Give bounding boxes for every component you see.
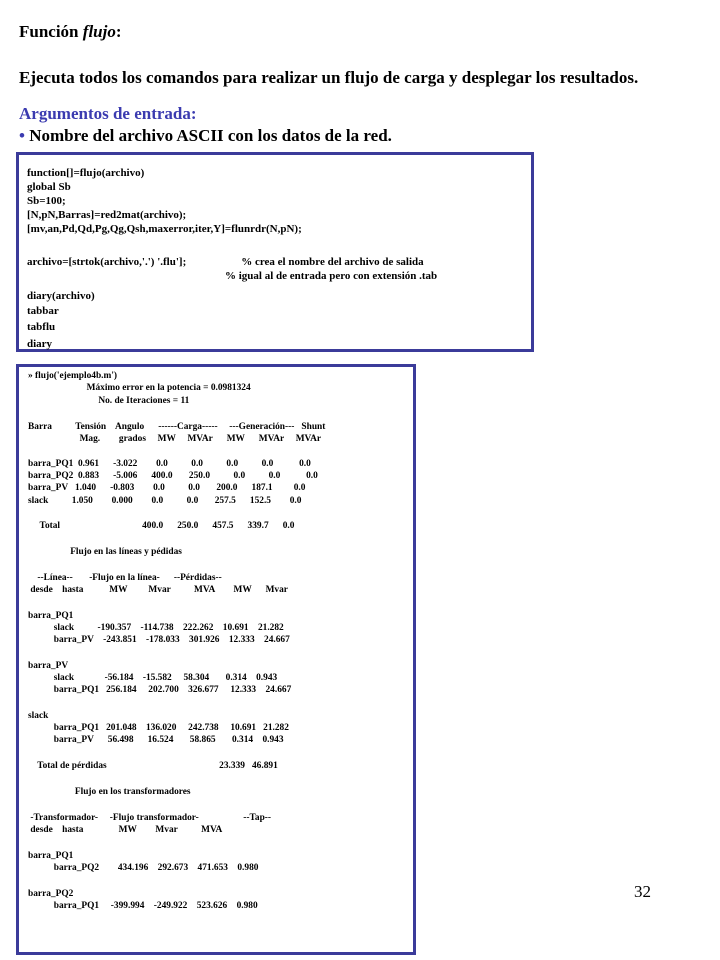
output-line: --Línea-- -Flujo en la línea- --Pérdidas-- bbox=[28, 573, 222, 583]
page-heading bbox=[19, 22, 122, 42]
input-arguments-title: Argumentos de entrada: bbox=[19, 104, 197, 123]
heading-label: Función bbox=[19, 22, 79, 41]
code-line: tabflu bbox=[27, 321, 56, 333]
bullet-text: Nombre del archivo ASCII con los datos de la red. bbox=[29, 126, 392, 145]
code-line: global Sb bbox=[27, 181, 71, 193]
output-line: barra_PV -243.851 -178.033 301.926 12.333 24.667 bbox=[28, 635, 290, 645]
output-line: slack -56.184 -15.582 58.304 0.314 0.943 bbox=[28, 673, 278, 683]
output-line: barra_PV 1.040 -0.803 0.0 0.0 200.0 187.1 0.0 bbox=[28, 483, 306, 493]
code-line: function[]=flujo(archivo) bbox=[27, 167, 145, 179]
output-line: barra_PQ1 256.184 202.700 326.677 12.333 24.667 bbox=[28, 685, 292, 695]
output-line: Mag. grados MW MVAr MW MVAr MVAr bbox=[28, 434, 322, 444]
output-line: barra_PQ1 bbox=[28, 851, 74, 861]
output-line: barra_PQ1 201.048 136.020 242.738 10.691 21.282 bbox=[28, 723, 289, 733]
code-line: diary(archivo) bbox=[27, 290, 95, 302]
output-line: barra_PV bbox=[28, 661, 69, 671]
code-line: Sb=100; bbox=[27, 195, 66, 207]
output-line: -Transformador- -Flujo transformador- --Tap-- bbox=[28, 813, 272, 823]
output-line: desde hasta MW Mvar MVA bbox=[28, 825, 223, 835]
output-line: slack -190.357 -114.738 222.262 10.691 21.282 bbox=[28, 623, 284, 633]
code-line: diary bbox=[27, 338, 53, 350]
code-line: archivo=[strtok(archivo,'.') '.flu']; % crea el nombre del archivo de salida bbox=[27, 256, 424, 268]
output-line: Flujo en las líneas y pédidas bbox=[28, 547, 182, 557]
output-line: barra_PQ2 bbox=[28, 889, 74, 899]
output-line: desde hasta MW Mvar MVA MW Mvar bbox=[28, 585, 288, 595]
code-line: tabbar bbox=[27, 305, 59, 317]
output-line: slack 1.050 0.000 0.0 0.0 257.5 152.5 0.0 bbox=[28, 496, 302, 506]
output-line: slack bbox=[28, 711, 49, 721]
code-line: [N,pN,Barras]=red2mat(archivo); bbox=[27, 209, 187, 221]
function-description: Ejecuta todos los comandos para realizar un flujo de carga y desplegar los resultados. bbox=[19, 68, 639, 87]
function-name: flujo bbox=[82, 22, 116, 41]
code-listing-box bbox=[16, 152, 534, 352]
output-line: barra_PQ2 434.196 292.673 471.653 0.980 bbox=[28, 863, 259, 873]
output-line: barra_PQ1 -399.994 -249.922 523.626 0.980 bbox=[28, 901, 258, 911]
heading-colon: : bbox=[115, 22, 122, 41]
output-line: barra_PQ1 0.961 -3.022 0.0 0.0 0.0 0.0 0.0 bbox=[28, 459, 311, 469]
output-line: Barra Tensión Angulo ------Carga----- ---Generación--- Shunt bbox=[28, 422, 326, 432]
output-line: Total 400.0 250.0 457.5 339.7 0.0 bbox=[28, 521, 295, 531]
output-line: Flujo en los transformadores bbox=[28, 787, 191, 797]
code-line: [mv,an,Pd,Qd,Pg,Qg,Qsh,maxerror,iter,Y]=flunrdr(N,pN); bbox=[27, 223, 302, 235]
output-line: barra_PV 56.498 16.524 58.865 0.314 0.943 bbox=[28, 735, 284, 745]
output-line: » flujo('ejemplo4b.m') bbox=[28, 371, 118, 381]
output-listing-box bbox=[16, 364, 416, 955]
output-line: barra_PQ2 0.883 -5.006 400.0 250.0 0.0 0.0 0.0 bbox=[28, 471, 318, 481]
output-line: Total de pérdidas 23.339 46.891 bbox=[28, 761, 278, 771]
argument-bullet bbox=[19, 126, 392, 146]
bullet-dot: • bbox=[19, 126, 25, 145]
page-number: 32 bbox=[634, 882, 651, 901]
output-line: Máximo error en la potencia = 0.0981324 bbox=[28, 383, 251, 393]
code-line: % igual al de entrada pero con extensión .tab bbox=[27, 270, 438, 282]
output-line: No. de Iteraciones = 11 bbox=[28, 396, 190, 406]
output-line: barra_PQ1 bbox=[28, 611, 74, 621]
